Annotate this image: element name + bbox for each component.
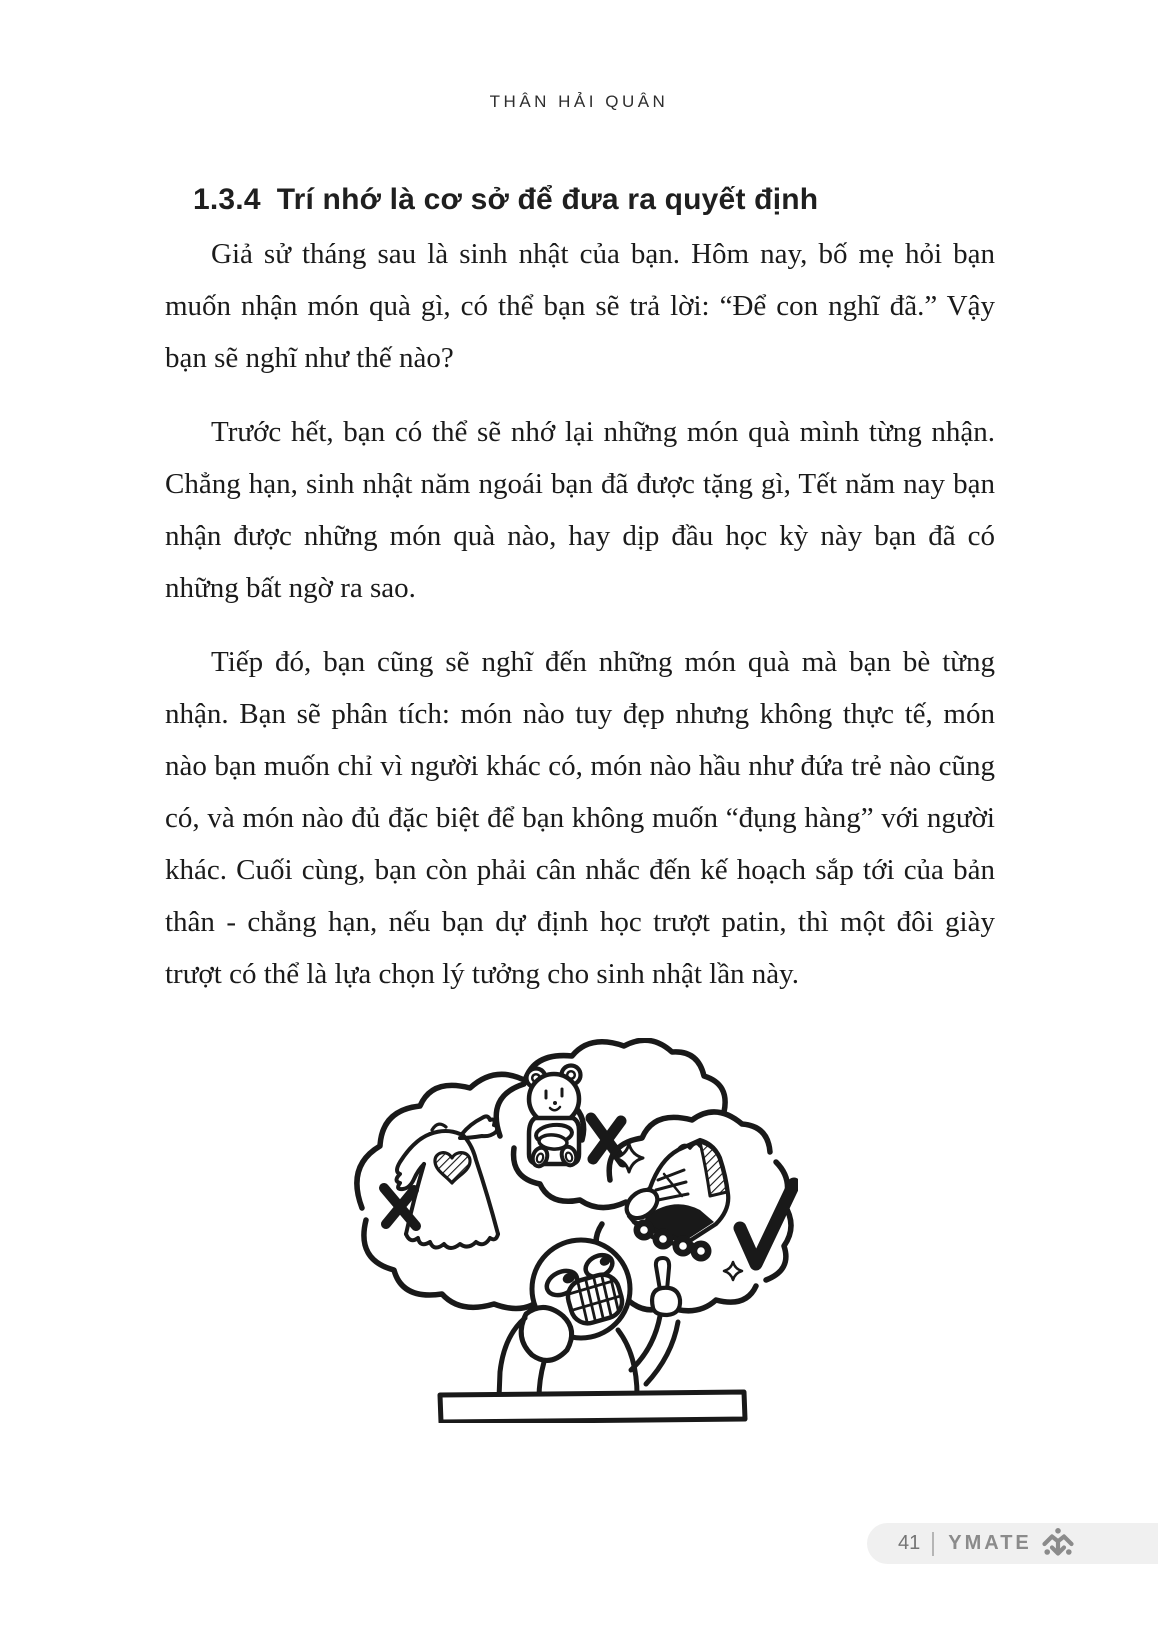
thinking-about-gifts-illustration [348,1038,798,1423]
table [440,1392,745,1422]
chin-rest-hand [521,1307,571,1360]
pointing-hand [652,1288,680,1315]
pointing-finger [656,1258,669,1290]
running-header: THÂN HẢI QUÂN [489,92,669,111]
page-footer [867,1523,1158,1564]
footer-divider [932,1532,934,1556]
section-title: Trí nhớ là cơ sở để đưa ra quyết định [276,183,819,216]
thinking-illustration-svg [348,1038,798,1423]
section-heading [193,183,818,217]
page-number: 41 [898,1532,921,1554]
paragraph: Tiếp đó, bạn cũng sẽ nghĩ đến những món quà mà bạn bè từng nhận. Bạn sẽ phân tích: món nào tuy đẹp nhưng không thực tế, món nào bạn muốn chỉ vì người khác có, món nào hầu như đứa trẻ nào cũng có, và món nào đủ đặc biệt để bạn không muốn “đụng hàng” với người khác. Cuối cùng, bạn còn phải cân nhắc đến kế hoạch sắp tới của bản thân - chẳng hạn, nếu bạn dự định học trượt patin, thì một đôi giày trượt có thể là lựa chọn lý tưởng cho sinh nhật lần này. [165,646,995,990]
teddy-bear-doodle [527,1066,581,1169]
body-copy [165,228,995,1000]
heart-icon [435,1153,470,1183]
paragraph: Giả sử tháng sau là sinh nhật của bạn. Hôm nay, bố mẹ hỏi bạn muốn nhận món quà gì, có thể bạn sẽ trả lời: “Để con nghĩ đã.” Vậy bạn sẽ nghĩ như thế nào? [165,238,995,374]
section-number: 1.3.4 [193,183,261,216]
thinking-character [499,1240,680,1400]
ymate-logo-icon [1041,1527,1075,1561]
paragraph: Trước hết, bạn có thể sẽ nhớ lại những món quà mình từng nhận. Chẳng hạn, sinh nhật năm ngoái bạn đã được tặng gì, Tết năm nay bạn nhận được những món quà nào, hay dịp đầu học kỳ này bạn đã có những bất ngờ ra sao. [165,416,995,604]
brand-name: YMATE [948,1532,1032,1554]
